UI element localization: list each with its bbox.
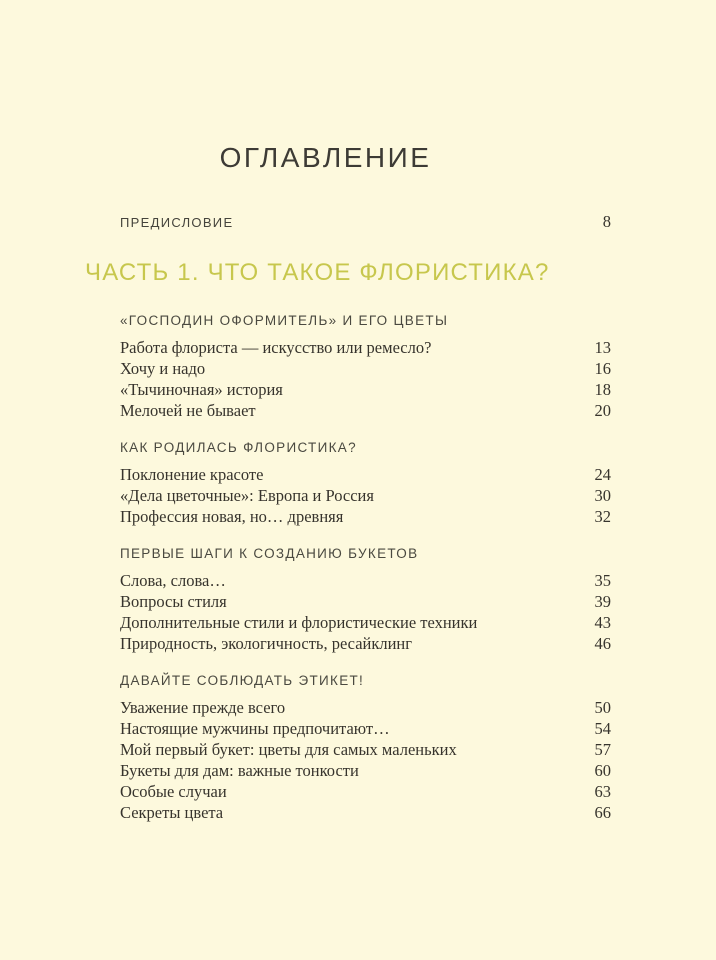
section-heading: ПЕРВЫЕ ШАГИ К СОЗДАНИЮ БУКЕТОВ (120, 545, 419, 561)
section-heading: «ГОСПОДИН ОФОРМИТЕЛЬ» И ЕГО ЦВЕТЫ (120, 312, 449, 328)
entry-page-number: 32 (594, 506, 611, 526)
entry-page-number: 63 (594, 781, 611, 801)
toc-entry (120, 739, 611, 760)
entry-title: Настоящие мужчины предпочитают… (120, 718, 390, 738)
toc-entry (120, 591, 611, 612)
entry-title: Особые случаи (120, 781, 227, 801)
toc-entry (120, 612, 611, 633)
entry-page-number: 66 (594, 802, 611, 822)
entry-title: «Дела цветочные»: Европа и Россия (120, 485, 374, 505)
toc-section (120, 439, 611, 527)
entry-page-number: 43 (594, 612, 611, 632)
entry-page-number: 54 (594, 718, 611, 738)
entry-title: Слова, слова… (120, 570, 226, 590)
entry-title: Дополнительные стили и флористические техники (120, 612, 478, 632)
toc-entry (120, 570, 611, 591)
toc-entry (120, 802, 611, 823)
toc-entry (120, 485, 611, 506)
entry-page-number: 24 (594, 464, 611, 484)
toc-entry (120, 358, 611, 379)
entry-page-number: 35 (594, 570, 611, 590)
entry-title: «Тычиночная» история (120, 379, 283, 399)
entry-title: Поклонение красоте (120, 464, 264, 484)
entry-title: Секреты цвета (120, 802, 224, 822)
toc-page (0, 19, 716, 960)
preface-label: ПРЕДИСЛОВИЕ (120, 214, 234, 230)
entry-page-number: 39 (594, 591, 611, 611)
toc-entry (120, 464, 611, 485)
preface-page-number: 8 (602, 211, 611, 231)
entry-title: Мелочей не бывает (120, 400, 256, 420)
entry-page-number: 13 (594, 337, 611, 357)
entry-title: Букеты для дам: важные тонкости (120, 760, 359, 780)
toc-entry (120, 760, 611, 781)
entry-page-number: 18 (594, 379, 611, 399)
toc-entry (120, 400, 611, 421)
entry-page-number: 30 (594, 485, 611, 505)
page-title: ОГЛАВЛЕНИЕ (219, 141, 432, 173)
sections (120, 312, 611, 823)
toc-entry (120, 633, 611, 654)
entry-page-number: 16 (594, 358, 611, 378)
section-entries (120, 464, 611, 527)
entry-title: Работа флориста — искусство или ремесло? (120, 337, 432, 357)
entry-page-number: 20 (594, 400, 611, 420)
entry-title: Уважение прежде всего (120, 697, 286, 717)
entry-page-number: 46 (594, 633, 611, 653)
toc-entry (120, 506, 611, 527)
toc-entry (120, 697, 611, 718)
section-entries (120, 697, 611, 823)
entry-title: Мой первый букет: цветы для самых маленьких (120, 739, 457, 759)
toc-entry (120, 337, 611, 358)
entry-title: Хочу и надо (120, 358, 206, 378)
entry-page-number: 57 (594, 739, 611, 759)
toc-section (120, 312, 611, 421)
section-entries (120, 570, 611, 654)
toc-section (120, 545, 611, 654)
part-heading: ЧАСТЬ 1. ЧТО ТАКОЕ ФЛОРИСТИКА? (85, 258, 550, 286)
section-heading: ДАВАЙТЕ СОБЛЮДАТЬ ЭТИКЕТ! (120, 672, 365, 688)
section-heading: КАК РОДИЛАСЬ ФЛОРИСТИКА? (120, 439, 357, 455)
entry-page-number: 60 (594, 760, 611, 780)
toc-entry (120, 781, 611, 802)
preface-row (120, 212, 611, 232)
entry-title: Профессия новая, но… древняя (120, 506, 344, 526)
entry-page-number: 50 (594, 697, 611, 717)
toc-section (120, 672, 611, 823)
entry-title: Природность, экологичность, ресайклинг (120, 633, 413, 653)
section-entries (120, 337, 611, 421)
entry-title: Вопросы стиля (120, 591, 227, 611)
toc-entry (120, 379, 611, 400)
toc-entry (120, 718, 611, 739)
